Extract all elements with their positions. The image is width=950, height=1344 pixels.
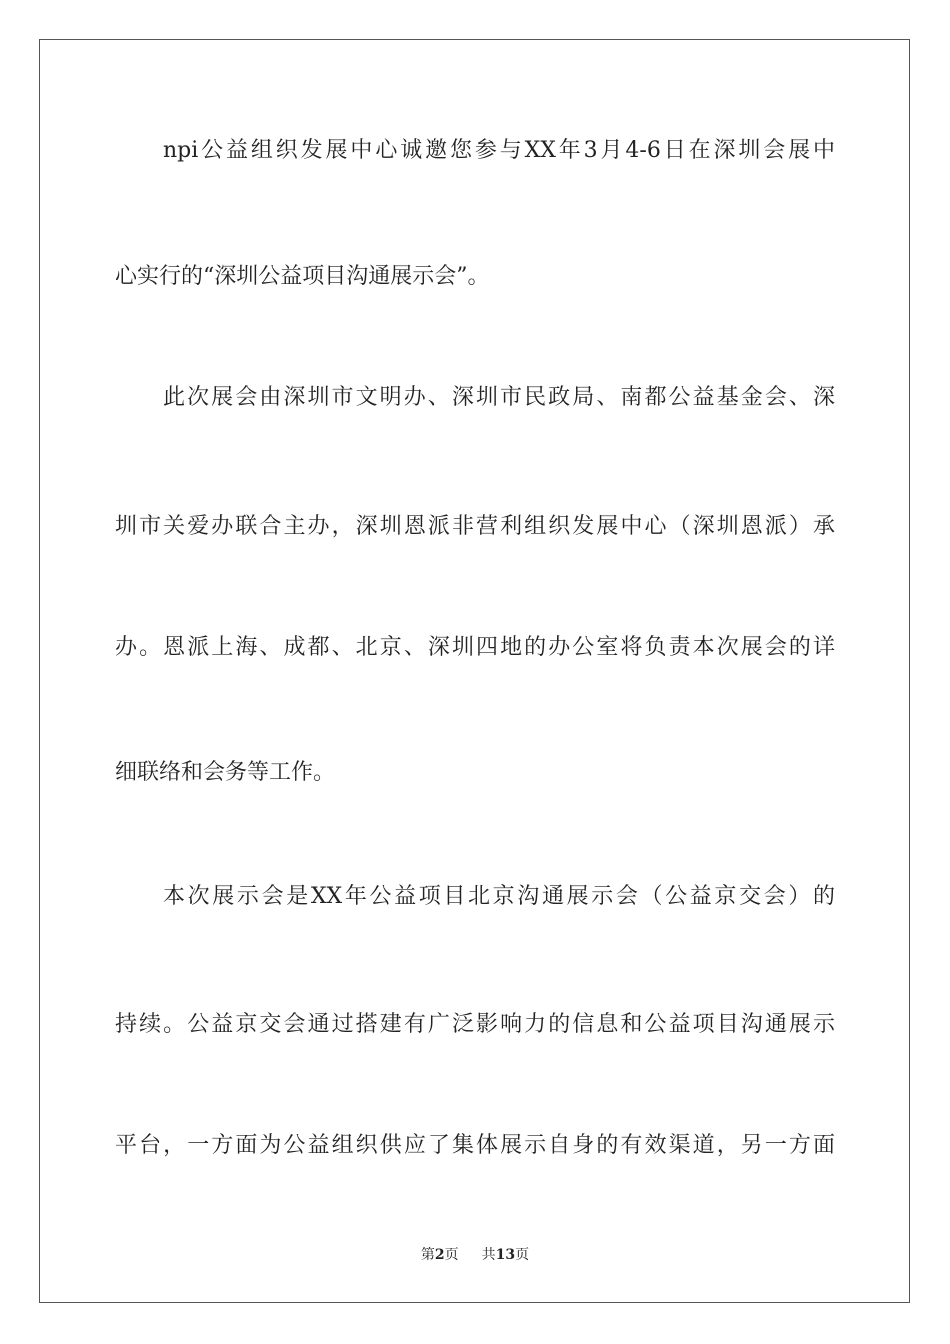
page-border <box>39 39 910 1303</box>
paragraph-3-line-3: 平台，一方面为公益组织供应了集体展示自身的有效渠道，另一方面 <box>115 1133 835 1158</box>
paragraph-2-line-4: 细联络和会务等工作。 <box>115 760 336 785</box>
page-footer <box>0 1244 950 1264</box>
paragraph-2-line-2: 圳市关爱办联合主办，深圳恩派非营利组织发展中心（深圳恩派）承 <box>115 514 835 539</box>
paragraph-3-line-2: 持续。公益京交会通过搭建有广泛影响力的信息和公益项目沟通展示 <box>115 1012 835 1037</box>
page-total: 共13页 <box>481 1247 530 1263</box>
paragraph-3-line-1: 本次展示会是XX年公益项目北京沟通展示会（公益京交会）的 <box>163 884 835 909</box>
paragraph-1-line-1: npi公益组织发展中心诚邀您参与XX年3月4-6日在深圳会展中 <box>163 138 835 163</box>
paragraph-2-line-3: 办。恩派上海、成都、北京、深圳四地的办公室将负责本次展会的详 <box>115 635 835 660</box>
paragraph-1-line-2: 心实行的“深圳公益项目沟通展示会”。 <box>115 264 490 289</box>
page-number: 第2页 <box>420 1247 459 1263</box>
paragraph-2-line-1: 此次展会由深圳市文明办、深圳市民政局、南都公益基金会、深 <box>163 385 835 410</box>
